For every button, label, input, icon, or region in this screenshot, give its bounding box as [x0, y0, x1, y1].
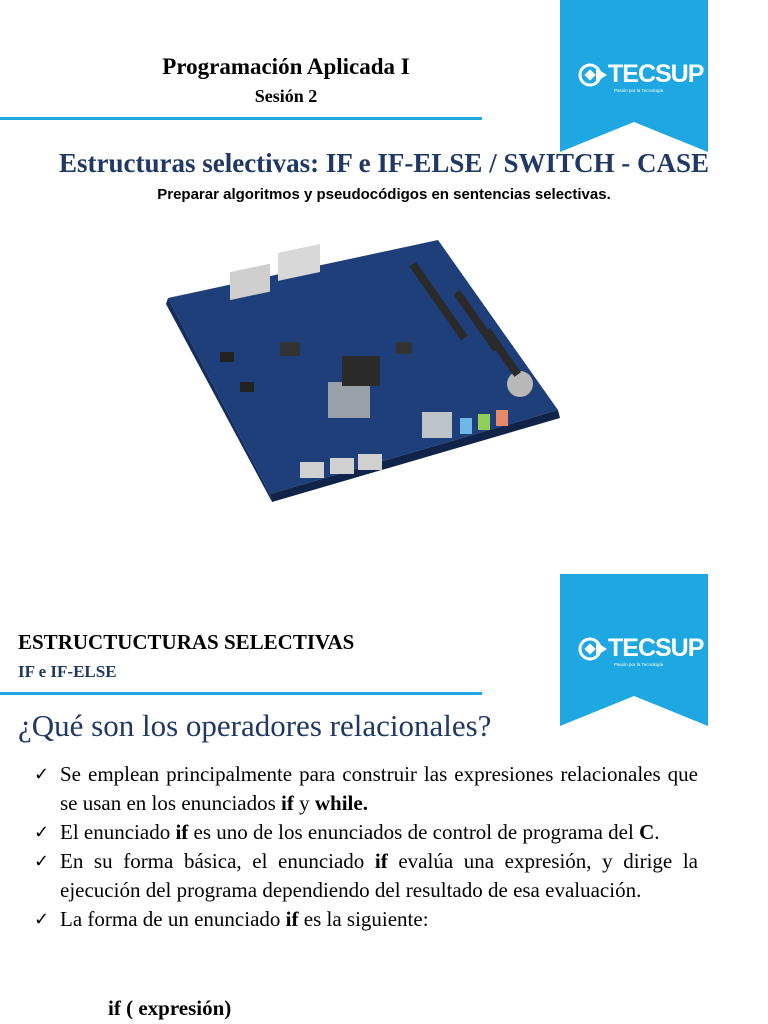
bullet-text: evalúa una expresión, y dirige la ejecución del programa dependiendo del resultado de esa evaluación. [60, 849, 698, 902]
bullet-item [18, 760, 698, 818]
question-title: ¿Qué son los operadores relacionales? [18, 708, 492, 743]
bullet-text: es la siguiente: [298, 907, 429, 931]
tecsup-logo-text: TECSUP [608, 634, 704, 662]
bullet-text: En su forma básica, el enunciado [60, 849, 375, 873]
bullet-text: y [293, 791, 315, 815]
section-divider [0, 692, 482, 695]
tecsup-logo-2 [578, 636, 703, 661]
bullet-list [18, 760, 698, 934]
bullet-bold: if [175, 820, 189, 844]
check-icon: ✓ [34, 822, 50, 843]
bullet-text: . [654, 820, 660, 844]
bullet-item [18, 905, 698, 934]
tecsup-tagline: Pasión por la Tecnología [614, 88, 664, 93]
tecsup-logo [578, 62, 703, 87]
code-example: if ( expresión) [108, 996, 232, 1020]
tecsup-logo-badge-2 [560, 574, 708, 726]
bullet-bold: C [639, 820, 655, 844]
check-icon: ✓ [34, 764, 50, 785]
bullet-item [18, 847, 698, 905]
topic-title: Estructuras selectivas: IF e IF-ELSE / SWITCH - CASE [58, 148, 709, 178]
course-title: Programación Aplicada I [162, 54, 410, 79]
tecsup-logo-icon [578, 637, 608, 661]
bullet-text: es uno de los enunciados de control de programa del [188, 820, 640, 844]
topic-subtitle: Preparar algoritmos y pseudocódigos en sentencias selectivas. [157, 186, 611, 203]
tecsup-logo-text: TECSUP [608, 60, 704, 88]
bullet-bold: if [285, 907, 299, 931]
section-heading: ESTRUCTUCTURAS SELECTIVAS [18, 630, 355, 654]
session-label: Sesión 2 [254, 86, 318, 106]
title-divider [0, 117, 482, 120]
slide-2 [0, 512, 768, 1024]
tecsup-logo-icon [578, 63, 608, 87]
section-subheading: IF e IF-ELSE [18, 662, 117, 681]
bullet-bold: while. [314, 791, 368, 815]
bullet-text: El enunciado [60, 820, 176, 844]
check-icon: ✓ [34, 851, 50, 872]
circuit-board-image [160, 232, 570, 532]
tecsup-logo-badge [560, 0, 708, 152]
bullet-bold: if [374, 849, 388, 873]
check-icon: ✓ [34, 909, 50, 930]
bullet-item [18, 818, 698, 847]
tecsup-tagline: Pasión por la Tecnología [614, 662, 664, 667]
bullet-bold: if [281, 791, 294, 815]
bullet-text: Se emplean principalmente para construir las expresiones relacionales que se usan en los enunciados [60, 762, 698, 815]
bullet-text: La forma de un enunciado [60, 907, 286, 931]
